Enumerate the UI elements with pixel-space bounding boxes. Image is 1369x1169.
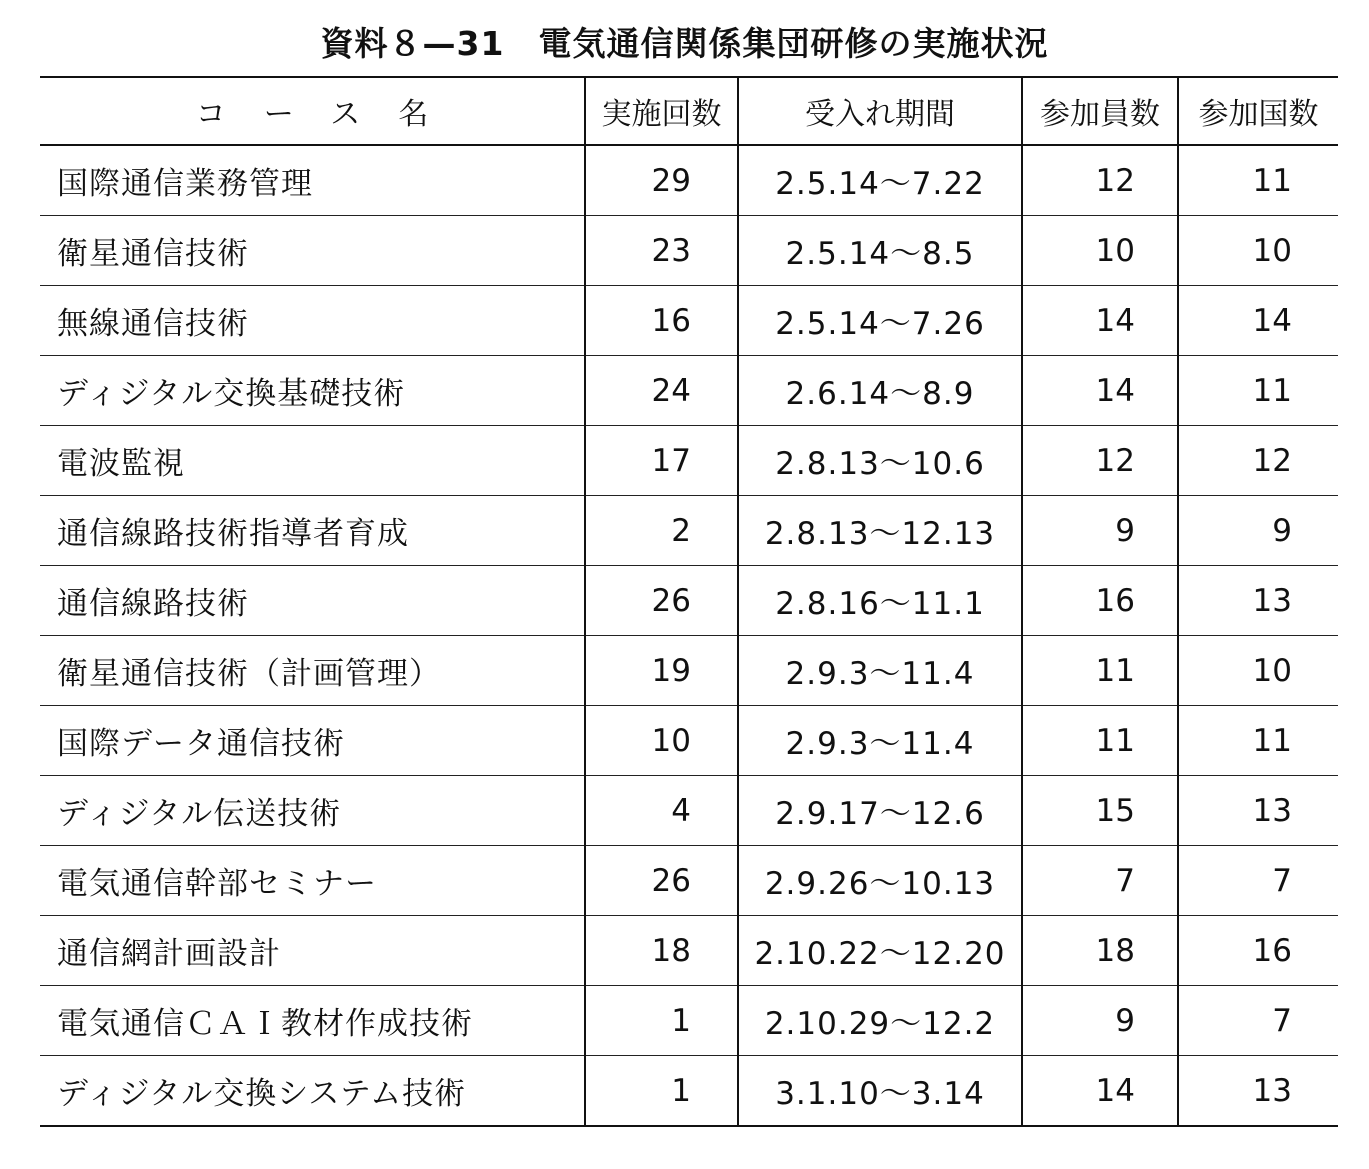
participant-count: 14 xyxy=(1022,286,1178,356)
course-name: 衛星通信技術 xyxy=(40,216,585,286)
country-count: 16 xyxy=(1178,916,1338,986)
training-status-table xyxy=(40,76,1338,1127)
country-count: 14 xyxy=(1178,286,1338,356)
course-name: ディジタル交換システム技術 xyxy=(40,1056,585,1127)
table-row xyxy=(40,916,1338,986)
country-count: 13 xyxy=(1178,776,1338,846)
acceptance-period: 2.5.14～7.26 xyxy=(738,286,1022,356)
country-count: 9 xyxy=(1178,496,1338,566)
participant-count: 9 xyxy=(1022,496,1178,566)
course-name: 無線通信技術 xyxy=(40,286,585,356)
country-count: 10 xyxy=(1178,636,1338,706)
course-name: 国際通信業務管理 xyxy=(40,145,585,216)
acceptance-period: 2.8.13～10.6 xyxy=(738,426,1022,496)
session-count: 1 xyxy=(585,986,738,1056)
session-count: 29 xyxy=(585,145,738,216)
document-title: 資料８—31 電気通信関係集団研修の実施状況 xyxy=(320,24,1049,63)
course-name: 通信線路技術 xyxy=(40,566,585,636)
session-count: 2 xyxy=(585,496,738,566)
country-count: 7 xyxy=(1178,846,1338,916)
session-count: 23 xyxy=(585,216,738,286)
table-row xyxy=(40,496,1338,566)
country-count: 11 xyxy=(1178,706,1338,776)
session-count: 16 xyxy=(585,286,738,356)
session-count: 26 xyxy=(585,846,738,916)
course-name: 国際データ通信技術 xyxy=(40,706,585,776)
participant-count: 12 xyxy=(1022,426,1178,496)
acceptance-period: 2.9.17～12.6 xyxy=(738,776,1022,846)
table-row xyxy=(40,145,1338,216)
course-name: 電波監視 xyxy=(40,426,585,496)
country-count: 7 xyxy=(1178,986,1338,1056)
header-period: 受入れ期間 xyxy=(738,77,1022,145)
table-row xyxy=(40,636,1338,706)
header-count: 実施回数 xyxy=(585,77,738,145)
header-countries: 参加国数 xyxy=(1178,77,1338,145)
acceptance-period: 2.9.26～10.13 xyxy=(738,846,1022,916)
acceptance-period: 2.5.14～7.22 xyxy=(738,145,1022,216)
acceptance-period: 2.6.14～8.9 xyxy=(738,356,1022,426)
header-row xyxy=(40,77,1338,145)
participant-count: 18 xyxy=(1022,916,1178,986)
country-count: 13 xyxy=(1178,1056,1338,1127)
participant-count: 11 xyxy=(1022,706,1178,776)
country-count: 10 xyxy=(1178,216,1338,286)
table-row xyxy=(40,286,1338,356)
country-count: 12 xyxy=(1178,426,1338,496)
acceptance-period: 2.8.16～11.1 xyxy=(738,566,1022,636)
acceptance-period: 2.9.3～11.4 xyxy=(738,706,1022,776)
table-row xyxy=(40,776,1338,846)
session-count: 1 xyxy=(585,1056,738,1127)
acceptance-period: 3.1.10～3.14 xyxy=(738,1056,1022,1127)
table-body xyxy=(40,145,1338,1126)
table-row xyxy=(40,426,1338,496)
table-row xyxy=(40,706,1338,776)
country-count: 11 xyxy=(1178,356,1338,426)
table-row xyxy=(40,566,1338,636)
course-name: 電気通信幹部セミナー xyxy=(40,846,585,916)
participant-count: 11 xyxy=(1022,636,1178,706)
table-header xyxy=(40,77,1338,145)
session-count: 10 xyxy=(585,706,738,776)
session-count: 24 xyxy=(585,356,738,426)
participant-count: 7 xyxy=(1022,846,1178,916)
session-count: 19 xyxy=(585,636,738,706)
table-row xyxy=(40,1056,1338,1127)
acceptance-period: 2.9.3～11.4 xyxy=(738,636,1022,706)
participant-count: 15 xyxy=(1022,776,1178,846)
course-name: 衛星通信技術（計画管理） xyxy=(40,636,585,706)
session-count: 17 xyxy=(585,426,738,496)
acceptance-period: 2.10.22～12.20 xyxy=(738,916,1022,986)
session-count: 18 xyxy=(585,916,738,986)
participant-count: 14 xyxy=(1022,356,1178,426)
participant-count: 16 xyxy=(1022,566,1178,636)
course-name: ディジタル伝送技術 xyxy=(40,776,585,846)
table-row xyxy=(40,216,1338,286)
table-row xyxy=(40,846,1338,916)
participant-count: 10 xyxy=(1022,216,1178,286)
course-name: ディジタル交換基礎技術 xyxy=(40,356,585,426)
course-name: 通信線路技術指導者育成 xyxy=(40,496,585,566)
table-row xyxy=(40,986,1338,1056)
acceptance-period: 2.8.13～12.13 xyxy=(738,496,1022,566)
country-count: 13 xyxy=(1178,566,1338,636)
session-count: 26 xyxy=(585,566,738,636)
acceptance-period: 2.5.14～8.5 xyxy=(738,216,1022,286)
table-row xyxy=(40,356,1338,426)
country-count: 11 xyxy=(1178,145,1338,216)
course-name: 通信網計画設計 xyxy=(40,916,585,986)
participant-count: 14 xyxy=(1022,1056,1178,1127)
participant-count: 9 xyxy=(1022,986,1178,1056)
acceptance-period: 2.10.29～12.2 xyxy=(738,986,1022,1056)
header-members: 参加員数 xyxy=(1022,77,1178,145)
header-course-name: コース名 xyxy=(195,97,467,132)
course-name: 電気通信ＣＡＩ教材作成技術 xyxy=(40,986,585,1056)
session-count: 4 xyxy=(585,776,738,846)
participant-count: 12 xyxy=(1022,145,1178,216)
